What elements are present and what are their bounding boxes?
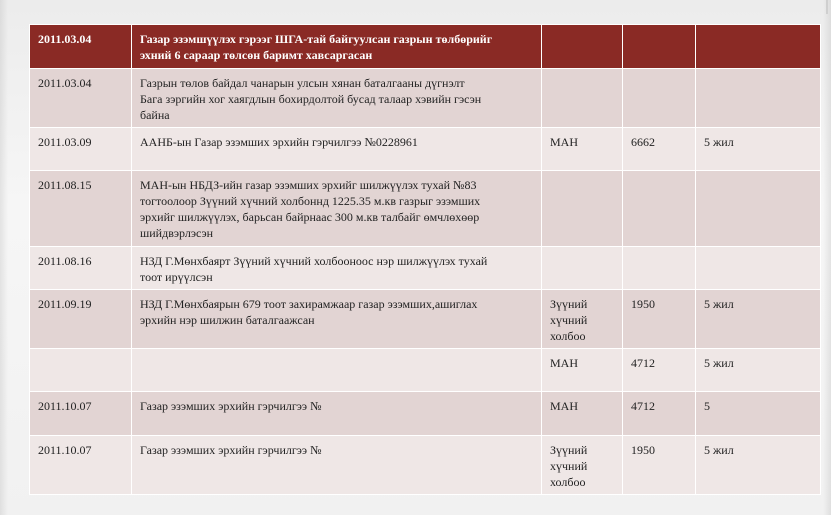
term-cell	[696, 69, 821, 128]
description-cell: МАН-ын НБДЗ-ийн газар эзэмших эрхийг шилжүүлэх тухай №83 тогтоолоор Зүүний хүчний холбоннд 1225.35 м.кв газрыг эзэмших эрхийг шилжүүлэх, барьсан байрнаас 300 м.кв талбайг өмчлөхөөр шийдвэрлэсэн	[132, 171, 542, 247]
date-cell: 2011.09.19	[30, 290, 132, 349]
description-cell: Газрын төлов байдал чанарын улсын хянан баталгааны дүгнэлт Бага зэргийн хог хаягдлын бохирдолтой бусад талаар хэвийн гэсэн байна	[132, 69, 542, 128]
number-cell: 6662	[623, 128, 696, 171]
table-row	[30, 436, 821, 495]
description-cell: НЗД Г.Мөнхбаярт Зүүний хүчний холбооноос нэр шилжүүлэх тухай тоот ирүүлсэн	[132, 247, 542, 290]
number-cell: 4712	[623, 392, 696, 436]
term-cell: 5 жил	[696, 290, 821, 349]
term-cell: 5	[696, 392, 821, 436]
organization-cell	[542, 69, 623, 128]
table-row	[30, 392, 821, 436]
number-cell	[623, 171, 696, 247]
table-row	[30, 171, 821, 247]
description-cell: НЗД Г.Мөнхбаярын 679 тоот захирамжаар газар эзэмших,ашиглах эрхийн нэр шилжин баталгаажсан	[132, 290, 542, 349]
header-date-cell: 2011.03.04	[30, 25, 132, 69]
table-row	[30, 247, 821, 290]
description-cell: Газар эзэмших эрхийн гэрчилгээ №	[132, 436, 542, 495]
corner-mark	[826, 0, 828, 14]
organization-cell: МАН	[542, 349, 623, 392]
term-cell: 5 жил	[696, 349, 821, 392]
term-cell: 5 жил	[696, 436, 821, 495]
table-row	[30, 128, 821, 171]
term-cell	[696, 247, 821, 290]
date-cell: 2011.03.04	[30, 69, 132, 128]
number-cell	[623, 247, 696, 290]
number-cell: 4712	[623, 349, 696, 392]
organization-cell	[542, 247, 623, 290]
number-cell: 1950	[623, 290, 696, 349]
date-cell: 2011.03.09	[30, 128, 132, 171]
organization-cell: МАН	[542, 128, 623, 171]
left-edge-shadow	[0, 0, 8, 515]
organization-cell: Зүүний хүчний холбоо	[542, 436, 623, 495]
header-desc-cell: Газар эзэмшүүлэх гэрээг ШГА-тай байгуулсан газрын төлбөрийг эхний 6 сараар төлсөн баримт хавсаргасан	[132, 25, 542, 69]
header-term-cell	[696, 25, 821, 69]
organization-cell: Зүүний хүчний холбоо	[542, 290, 623, 349]
table-row	[30, 290, 821, 349]
term-cell: 5 жил	[696, 128, 821, 171]
term-cell	[696, 171, 821, 247]
land-records-table	[29, 24, 821, 495]
table-header-row	[30, 25, 821, 69]
description-cell: Газар эзэмших эрхийн гэрчилгээ №	[132, 392, 542, 436]
description-cell	[132, 349, 542, 392]
date-cell: 2011.08.15	[30, 171, 132, 247]
header-num-cell	[623, 25, 696, 69]
right-edge-shadow	[823, 0, 831, 515]
number-cell: 1950	[623, 436, 696, 495]
header-org-cell	[542, 25, 623, 69]
date-cell: 2011.08.16	[30, 247, 132, 290]
table-row	[30, 69, 821, 128]
date-cell: 2011.10.07	[30, 436, 132, 495]
table-row	[30, 349, 821, 392]
organization-cell	[542, 171, 623, 247]
date-cell	[30, 349, 132, 392]
organization-cell: МАН	[542, 392, 623, 436]
number-cell	[623, 69, 696, 128]
date-cell: 2011.10.07	[30, 392, 132, 436]
description-cell: ААНБ-ын Газар эзэмших эрхийн гэрчилгээ №0228961	[132, 128, 542, 171]
